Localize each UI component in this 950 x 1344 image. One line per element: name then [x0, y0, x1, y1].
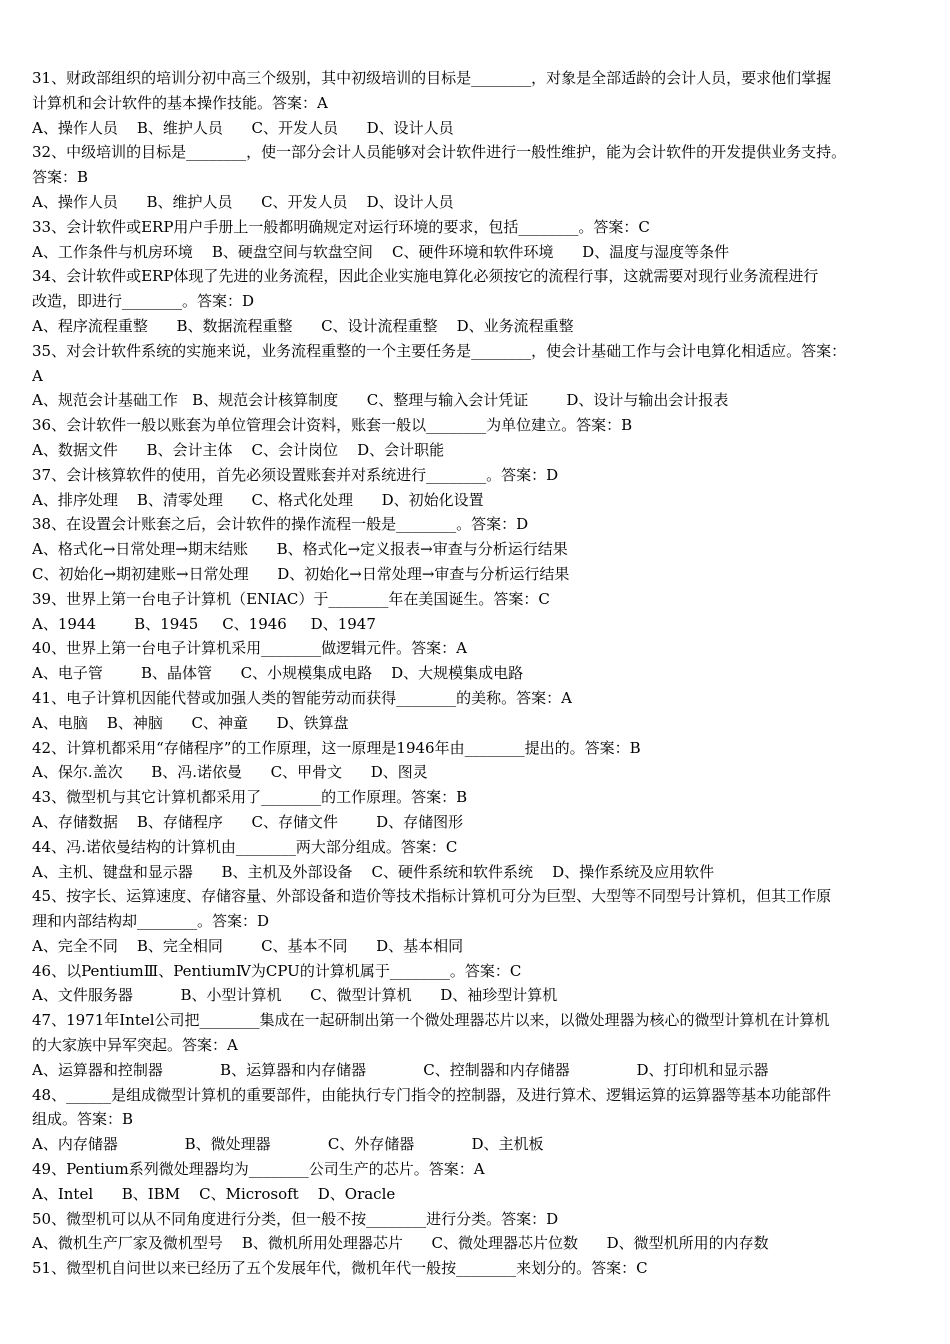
option-line-29: A、保尔.盖次 B、冯.诺依曼 C、甲骨文 D、图灵 [32, 763, 428, 782]
text-line-26: 41、电子计算机因能代替或加强人类的智能劳动而获得________的美称。答案：A [32, 688, 572, 707]
text-line-24: 40、世界上第一台电子计算机采用________做逻辑元件。答案：A [32, 639, 467, 658]
text-line-47: 50、微型机可以从不同角度进行分类，但一般不按________进行分类。答案：D [32, 1209, 559, 1228]
text-line-43: 组成。答案：B [32, 1110, 134, 1129]
text-line-42: 48、______是组成微型计算机的重要部件，由能执行专门指令的控制器，及进行算术、逻辑运算的运算器等基本功能部件 [32, 1085, 832, 1104]
option-line-44: A、内存储器 B、微处理器 C、外存储器 D、主机板 [32, 1135, 544, 1154]
text-line-40: 的大家族中异军突起。答案：A [32, 1036, 238, 1055]
option-line-16: A、数据文件 B、会计主体 C、会计岗位 D、会计职能 [32, 440, 445, 459]
option-line-11: A、程序流程重整 B、数据流程重整 C、设计流程重整 D、业务流程重整 [32, 316, 574, 335]
text-line-12: 35、对会计软件系统的实施来说，业务流程重整的一个主要任务是________，使会计基础工作与会计电算化相适应。答案： [32, 341, 847, 360]
option-line-6: A、操作人员 B、维护人员 C、开发人员 D、设计人员 [32, 192, 454, 211]
text-line-9: 34、会计软件或ERP体现了先进的业务流程，因此企业实施电算化必须按它的流程行事，这就需要对现行业务流程进行 [32, 267, 819, 286]
text-line-34: 45、按字长、运算速度、存储容量、外部设备和造价等技术指标计算机可分为巨型、大型等不同型号计算机，但其工作原 [32, 887, 832, 906]
text-line-45: 49、Pentium系列微处理器均为________公司生产的芯片。答案：A [32, 1160, 485, 1179]
option-line-20: A、格式化→日常处理→期末结账 B、格式化→定义报表→审查与分析运行结果 [32, 540, 568, 559]
option-line-41: A、运算器和控制器 B、运算器和内存储器 C、控制器和内存储器 D、打印机和显示器 [32, 1060, 769, 1079]
text-line-1: 31、财政部组织的培训分初中高三个级别，其中初级培训的目标是________，对象是全部适龄的会计人员，要求他们掌握 [32, 69, 832, 87]
text-line-49: 51、微型机自问世以来已经历了五个发展年代，微机年代一般按________来划分的。答案：C [32, 1259, 648, 1278]
option-line-23: A、1944 B、1945 C、1946 D、1947 [32, 614, 376, 633]
option-line-38: A、文件服务器 B、小型计算机 C、微型计算机 D、袖珍型计算机 [32, 986, 558, 1005]
text-line-35: 理和内部结构却________。答案：D [32, 912, 270, 931]
option-line-36: A、完全不同 B、完全相同 C、基本不同 D、基本相同 [32, 936, 464, 955]
text-line-30: 43、微型机与其它计算机都采用了________的工作原理。答案：B [32, 788, 468, 807]
text-line-37: 46、以PentiumⅢ、PentiumⅣ为CPU的计算机属于________。答案：C [32, 961, 522, 980]
text-line-4: 32、中级培训的目标是________，使一部分会计人员能够对会计软件进行一般性维护，能为会计软件的开发提供业务支持。 [32, 143, 847, 162]
text-line-2: 计算机和会计软件的基本操作技能。答案：A [32, 93, 328, 112]
option-line-33: A、主机、键盘和显示器 B、主机及外部设备 C、硬件系统和软件系统 D、操作系统及应用软件 [32, 862, 715, 881]
text-line-32: 44、冯.诺依曼结构的计算机由________两大部分组成。答案：C [32, 837, 458, 856]
text-line-10: 改造，即进行________。答案：D [32, 292, 255, 311]
option-line-8: A、工作条件与机房环境 B、硬盘空间与软盘空间 C、硬件环境和软件环境 D、温度与湿度等条件 [32, 242, 730, 261]
text-line-17: 37、会计核算软件的使用，首先必须设置账套并对系统进行________。答案：D [32, 465, 559, 484]
text-line-19: 38、在设置会计账套之后，会计软件的操作流程一般是________。答案：D [32, 515, 529, 534]
text-line-28: 42、计算机都采用“存储程序”的工作原理，这一原理是1946年由________提出的。答案：B [32, 738, 641, 757]
option-line-21: C、初始化→期初建账→日常处理 D、初始化→日常处理→审查与分析运行结果 [32, 564, 570, 583]
option-line-14: A、规范会计基础工作 B、规范会计核算制度 C、整理与输入会计凭证 D、设计与输出会计报表 [32, 391, 729, 410]
option-line-3: A、操作人员 B、维护人员 C、开发人员 D、设计人员 [32, 118, 454, 137]
option-line-48: A、微机生产厂家及微机型号 B、微机所用处理器芯片 C、微处理器芯片位数 D、微型机所用的内存数 [32, 1234, 769, 1253]
text-line-13: A [32, 366, 43, 385]
text-line-39: 47、1971年Intel公司把________集成在一起研制出第一个微处理器芯片以来，以微处理器为核心的微型计算机在计算机 [32, 1011, 830, 1030]
text-line-22: 39、世界上第一台电子计算机（ENIAC）于________年在美国诞生。答案：C [32, 589, 550, 608]
text-line-15: 36、会计软件一般以账套为单位管理会计资料，账套一般以________为单位建立。答案：B [32, 416, 633, 435]
option-line-46: A、Intel B、IBM C、Microsoft D、Oracle [32, 1184, 396, 1203]
text-line-5: 答案：B [32, 168, 89, 187]
option-line-31: A、存储数据 B、存储程序 C、存储文件 D、存储图形 [32, 812, 464, 831]
option-line-18: A、排序处理 B、清零处理 C、格式化处理 D、初始化设置 [32, 490, 484, 509]
text-line-7: 33、会计软件或ERP用户手册上一般都明确规定对运行环境的要求，包括________。答案：C [32, 217, 650, 236]
option-line-27: A、电脑 B、神脑 C、神童 D、铁算盘 [32, 713, 349, 732]
option-line-25: A、电子管 B、晶体管 C、小规模集成电路 D、大规模集成电路 [32, 664, 524, 683]
